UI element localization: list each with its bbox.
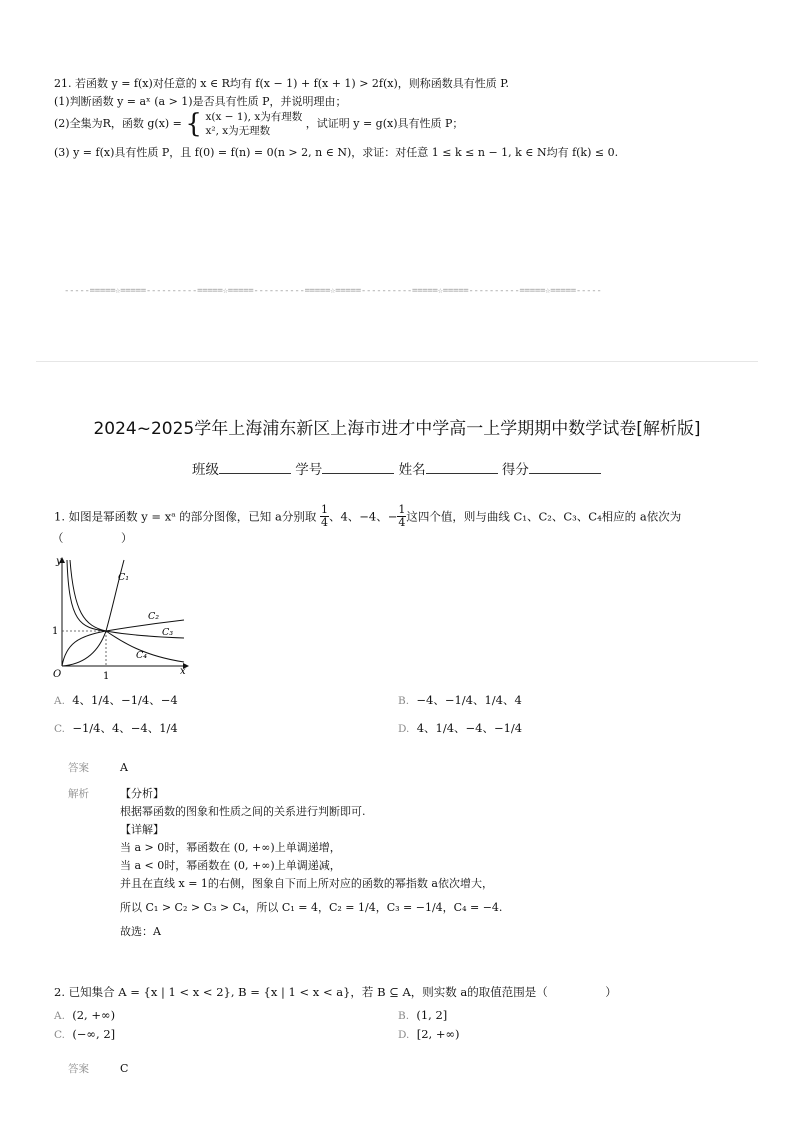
- section-separator: -----=====☆=====----------=====☆=====----------=====☆=====----------=====☆=====----------=====☆=====-----: [64, 286, 602, 296]
- option-label: B.: [398, 1010, 410, 1022]
- power-function-graph: [48, 552, 196, 684]
- field-class-blank[interactable]: [219, 461, 291, 474]
- q1-analysis-label: 解析: [68, 788, 89, 800]
- q1-answer: A: [120, 761, 128, 774]
- option-value: (1, 2]: [416, 1008, 448, 1022]
- q1-answer-label: 答案: [68, 762, 89, 774]
- q1-option-a[interactable]: [54, 692, 178, 708]
- page-divider: [36, 361, 758, 362]
- option-label: A.: [54, 1010, 65, 1022]
- option-label: D.: [398, 723, 410, 735]
- q1-stem-b: 、4、−4、−: [328, 509, 398, 524]
- student-info-row: [192, 458, 601, 478]
- option-value: [2, +∞): [416, 1027, 460, 1041]
- q1-stem-a: 1. 如图是幂函数 y = xᵃ 的部分图像，已知 a分别取: [54, 509, 317, 524]
- q2-answer-label: 答案: [68, 1063, 89, 1075]
- field-id-label: 学号: [295, 462, 323, 478]
- option-label: C.: [54, 723, 65, 735]
- q2-option-d[interactable]: [398, 1027, 460, 1041]
- q2-option-b[interactable]: [398, 1008, 447, 1022]
- option-value: (2, +∞): [72, 1008, 116, 1022]
- option-value: 4、1/4、−1/4、−4: [72, 693, 178, 707]
- fraction-den: 4: [398, 516, 406, 529]
- field-score-label: 得分: [501, 462, 529, 478]
- page-title: 2024~2025学年上海浦东新区上海市进才中学高一上学期期中数学试卷[解析版]: [93, 419, 701, 439]
- option-label: C.: [54, 1029, 65, 1041]
- origin-label: O: [53, 669, 62, 680]
- q1-option-b[interactable]: [398, 692, 522, 708]
- fraction-num: 1: [398, 503, 406, 516]
- piecewise-cases: [205, 110, 302, 138]
- q1-option-d[interactable]: [398, 720, 522, 736]
- q1-analysis-line-4: 当 a > 0时，幂函数在 (0, +∞)上单调递增，: [120, 841, 341, 854]
- q1-analysis-line-1: 【分析】: [120, 787, 164, 800]
- q1-paren: （ ）: [52, 531, 133, 545]
- q1-analysis-line-7: 所以 C₁ > C₂ > C₃ > C₄，所以 C₁ = 4，C₂ = 1/4，C₃ = −1/4，C₄ = −4.: [120, 901, 503, 914]
- field-id-blank[interactable]: [322, 461, 394, 474]
- x-axis-label: x: [180, 666, 186, 677]
- q1-analysis-line-6: 并且在直线 x = 1的右侧，图象自下而上所对应的函数的幂指数 a依次增大，: [120, 877, 493, 890]
- q1-analysis-line-5: 当 a < 0时，幂函数在 (0, +∞)上单调递减，: [120, 859, 341, 872]
- field-class-label: 班级: [192, 462, 219, 478]
- problem-21-line3-post: ，试证明 y = g(x)具有性质 P；: [305, 117, 464, 130]
- problem-21-line3: [54, 110, 463, 140]
- field-name-label: 姓名: [398, 462, 426, 478]
- option-value: −1/4、4、−4、1/4: [72, 721, 178, 735]
- q1-stem: [54, 504, 681, 530]
- q2-option-a[interactable]: [54, 1008, 115, 1022]
- option-label: D.: [398, 1029, 410, 1041]
- q1-analysis-line-8: 故选：A: [120, 925, 161, 938]
- option-value: 4、1/4、−4、−1/4: [416, 721, 523, 735]
- q1-option-c[interactable]: [54, 720, 178, 736]
- piecewise-case-2: x², x为无理数: [205, 125, 271, 137]
- tick-y-1: 1: [52, 626, 59, 637]
- problem-21-line3-pre: (2)全集为R，函数 g(x) =: [54, 117, 182, 130]
- fraction: [320, 504, 329, 529]
- q1-stem-c: 这四个值，则与曲线 C₁、C₂、C₃、C₄相应的 a依次为: [406, 509, 682, 524]
- problem-21-line2: (1)判断函数 y = aˣ (a > 1)是否具有性质 P，并说明理由；: [54, 95, 347, 108]
- fraction-num: 1: [320, 503, 328, 516]
- option-value: −4、−1/4、1/4、4: [416, 693, 522, 707]
- fraction-den: 4: [320, 516, 328, 529]
- piecewise-case-1: x(x − 1), x为有理数: [205, 111, 303, 123]
- curve-label-c4: C₄: [136, 650, 148, 661]
- option-label: B.: [398, 695, 410, 707]
- option-label: A.: [54, 695, 65, 707]
- problem-21-line1: 21. 若函数 y = f(x)对任意的 x ∈ R均有 f(x − 1) + f(x + 1) > 2f(x)，则称函数具有性质 P.: [54, 77, 509, 90]
- tick-x-1: 1: [103, 671, 110, 682]
- option-value: (−∞, 2]: [72, 1027, 116, 1041]
- q2-answer: C: [120, 1062, 129, 1075]
- curve-label-c2: C₂: [148, 611, 160, 622]
- curve-label-c1: C₁: [118, 572, 130, 583]
- q1-analysis-line-3: 【详解】: [120, 823, 164, 836]
- curve-label-c3: C₃: [162, 627, 174, 638]
- piecewise-brace: {: [185, 109, 202, 139]
- q2-stem: 2. 已知集合 A = {x | 1 < x < 2}, B = {x | 1 < x < a}，若 B ⊆ A，则实数 a的取值范围是（ ）: [54, 985, 617, 999]
- q2-option-c[interactable]: [54, 1027, 115, 1041]
- field-score-blank[interactable]: [529, 461, 601, 474]
- problem-21-line4: (3) y = f(x)具有性质 P，且 f(0) = f(n) = 0(n > 2, n ∈ N)，求证：对任意 1 ≤ k ≤ n − 1, k ∈ N均有 f(k) ≤ 0.: [54, 146, 619, 159]
- field-name-blank[interactable]: [426, 461, 498, 474]
- q1-analysis-line-2: 根据幂函数的图象和性质之间的关系进行判断即可.: [120, 805, 366, 818]
- y-axis-label: y: [56, 556, 62, 567]
